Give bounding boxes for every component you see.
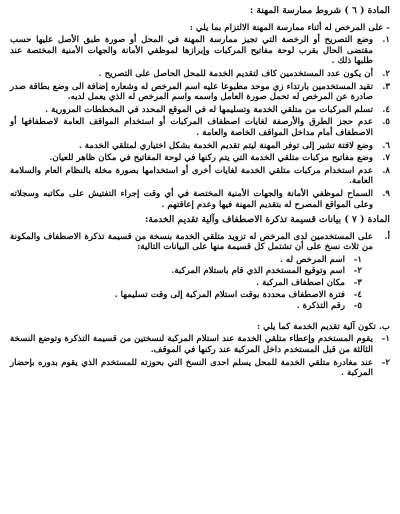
item-number: ٦. [382, 140, 390, 151]
item-text: وضع لافتة تشير إلى توفر المهنة ليتم تقديم الخدمة بشكل اختياري لمتلقي الخدمة . [78, 140, 373, 151]
list-item-text: فترة الاصطفاف محددة بوقت استلام المركبة إلى وقت تسليمها . [114, 289, 345, 300]
item-text: عند مغادرة متلقي الخدمة للمحل يسلم احدى النسخ التي بحوزته للمستخدم الذي يقوم بدوره بإحضار المركبة . [10, 357, 373, 379]
item-text: وضع التصريح أو الرخصة التي تجيز ممارسة المهنة في المحل أو صورة طبق الأصل عليها حسب مقتضى الحال بقرب لوحة مفاتيح المركبات وإبرازها لموظفي الأمانة والجهات الأمنية المختصة عند طلبها ذلك . [10, 35, 373, 67]
spacer [10, 314, 390, 322]
item-number: ٩. [382, 188, 390, 199]
list-item [10, 266, 362, 277]
article-6-item [10, 35, 390, 67]
item-text: عدم حجز الطرق والأرصفة لغايات اصطفاف المركبات أو استخدام المواقف العامة لاصطفافها أو الاصطفاف أمام مداخل المواقف الخاصة والعامة . [10, 117, 373, 138]
list-item-number: ٥- [353, 301, 362, 312]
item-text: وضع مفاتيح مركبات متلقي الخدمة التي يتم ركنها في لوحة المفاتيح في مكان ظاهر للعيان. [49, 153, 373, 164]
ticket-fields-list [10, 255, 390, 312]
clause-letter: أ. [384, 231, 390, 242]
item-number: ٧. [382, 153, 390, 164]
item-number: ١. [382, 35, 390, 46]
item-number: ٣. [382, 81, 390, 92]
item-text: السماح لموظفي الأمانة والجهات الأمنية المختصة في أي وقت إجراء التفتيش على مكاتبه وسجلاته وعلى المواقع المصرح له بتقديم المهنة فيها وعدم إعاقتهم . [10, 188, 373, 210]
article-7 [10, 215, 390, 379]
article-6-item [10, 117, 390, 138]
clause-text: على المستخدمين لدى المرخص له تزويد متلقي الخدمة بنسخة من قسيمة تذكرة الاصطفاف والمكونة من ثلاث نسخ على أن تشتمل كل قسيمة منها على البيانات التالية: [10, 231, 373, 253]
clause-b-item [10, 358, 390, 379]
list-item [10, 278, 362, 289]
article-6-item [10, 105, 390, 116]
clause-b-item [10, 334, 390, 355]
list-item-number: ٣- [353, 278, 362, 289]
list-item [10, 255, 362, 266]
list-item-text: مكان اصطفاف المركبة . [256, 278, 345, 289]
list-item [10, 301, 362, 312]
article-7-title: المادة ( ٧ ) بيانات قسيمة تذكرة الاصطفاف وآلية تقديم الخدمة: [145, 214, 390, 226]
article-6-item [10, 189, 390, 210]
clause-a [10, 232, 390, 253]
article-6-item [10, 69, 390, 80]
item-text: يقوم المستخدم وإعطاء متلقي الخدمة عند استلام المركبة لنسختين من قسيمة التذكرة وتوضع النسخة الثالثة من قبل المستخدم داخل المركبة عند ركنها في الموقف. [10, 334, 373, 356]
list-item-number: ٢- [353, 266, 362, 277]
article-6-item [10, 141, 390, 152]
item-number: ٥. [382, 117, 390, 128]
article-6-item [10, 153, 390, 164]
list-item-number: ١- [353, 254, 362, 265]
clause-b-lead: ب. تكون آلية تقديم الخدمة كما يلي : [256, 321, 390, 332]
item-number: ٨. [382, 165, 390, 176]
item-number: ٢. [382, 68, 390, 79]
item-number: ٢- [381, 357, 390, 368]
item-text: تقيد المستخدمين بارتداء زي موحد مطبوعا عليه اسم المرخص له وشعاره إضافة الى وضع بطاقة صدر صادرة عن المرخص له تحمل صورة العامل واسمه واسم المرخص له الذي يعمل لديه. [10, 81, 373, 103]
item-number: ١- [381, 334, 390, 345]
item-number: ٤. [382, 104, 390, 115]
article-6-title: المادة ( ٦ ) شروط ممارسة المهنة : [249, 5, 390, 16]
list-item-number: ٤- [353, 289, 362, 300]
item-text: أن يكون عدد المستخدمين كاف لتقديم الخدمة للمحل الحاصل على التصريح . [98, 68, 373, 79]
item-text: عدم استخدام مركبات متلقي الخدمة لغايات أخرى أو استخدامها بصورة مخلة بالنظام العام والسلامة العامة. [10, 165, 373, 187]
list-item [10, 290, 362, 301]
list-item-text: رقم التذكرة . [296, 301, 345, 312]
article-6-lead: - على المرخص له أثناء ممارسة المهنة الالتزام بما يلي : [189, 22, 390, 33]
article-6-item [10, 82, 390, 103]
list-item-text: اسم وتوقيع المستخدم الذي قام باستلام المركبة. [171, 266, 345, 277]
article-6 [10, 6, 390, 210]
list-item-text: اسم المرخص له . [279, 254, 345, 265]
article-6-item [10, 166, 390, 187]
item-text: تسلم المركبات من متلقي الخدمة وتسليمها له في الموقع المحدد في المخططات المرورية . [45, 104, 373, 115]
